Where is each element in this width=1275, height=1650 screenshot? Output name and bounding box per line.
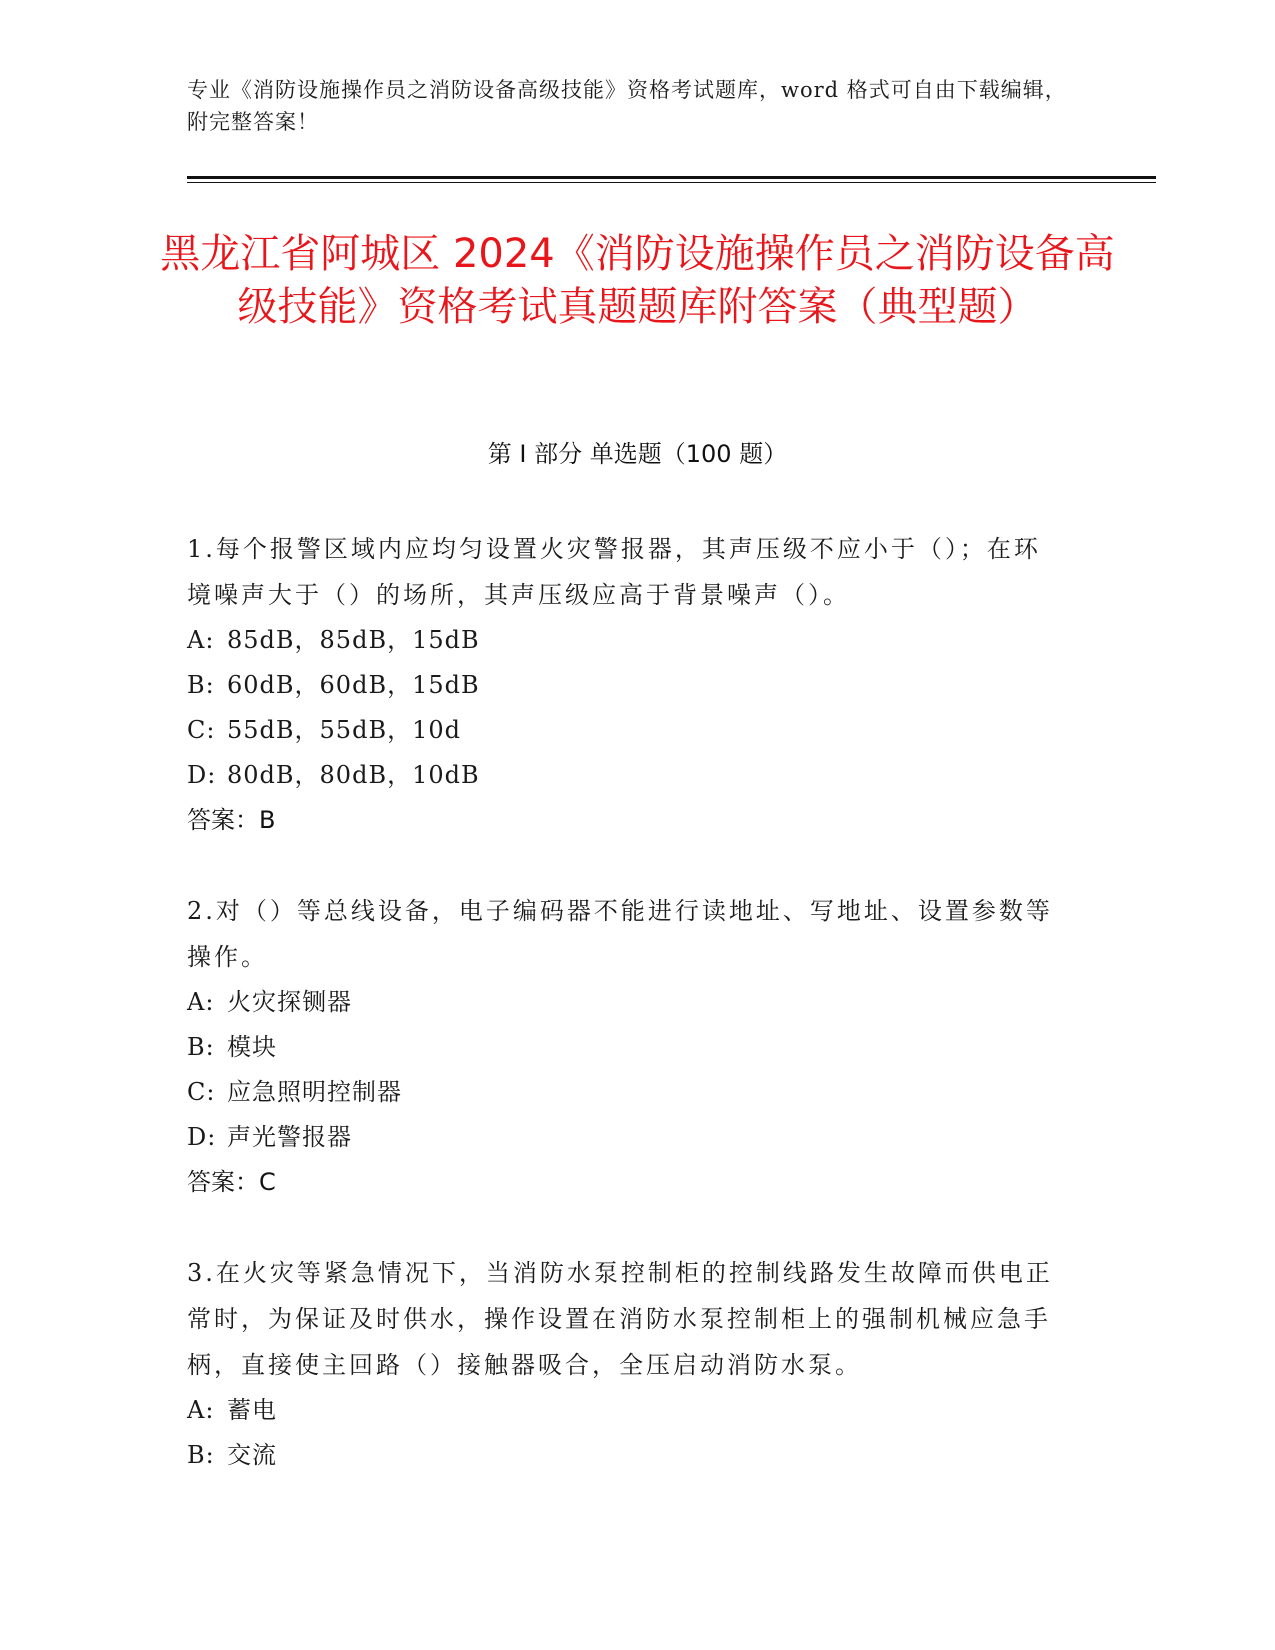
option-a — [187, 980, 1067, 1025]
question-text: 1.每个报警区域内应均匀设置火灾警报器，其声压级不应小于（）；在环境噪声大于（）的场所，其声压级应高于背景噪声（）。 — [187, 535, 1041, 609]
answer: 答案：B — [187, 806, 276, 834]
option-text: 交流 — [227, 1441, 277, 1469]
option-key: D: — [187, 1123, 217, 1151]
option-d — [187, 753, 1067, 798]
question-1 — [187, 526, 1067, 843]
option-text: 蓄电 — [227, 1396, 277, 1424]
option-key: B: — [187, 1441, 215, 1469]
option-b — [187, 1025, 1067, 1070]
option-key: A: — [187, 626, 215, 654]
option-key: C: — [187, 716, 216, 744]
option-key: C: — [187, 1078, 216, 1106]
question-2 — [187, 888, 1067, 1205]
option-key: A: — [187, 1396, 215, 1424]
option-text: 85dB，85dB，15dB — [227, 626, 480, 654]
header-note: 专业《消防设施操作员之消防设备高级技能》资格考试题库，word 格式可自由下载编辑，附完整答案！ — [187, 78, 1067, 134]
option-text: 火灾探铡器 — [227, 988, 352, 1016]
question-3 — [187, 1250, 1067, 1478]
option-key: D: — [187, 761, 217, 789]
option-key: A: — [187, 988, 215, 1016]
document-title: 黑龙江省阿城区 2024《消防设施操作员之消防设备高级技能》资格考试真题题库附答案（典型题） — [160, 231, 1115, 330]
option-text: 应急照明控制器 — [227, 1078, 402, 1106]
option-key: B: — [187, 671, 215, 699]
option-text: 80dB，80dB，10dB — [227, 761, 480, 789]
question-text: 2.对（）等总线设备，电子编码器不能进行读地址、写地址、设置参数等操作。 — [187, 897, 1053, 971]
option-d — [187, 1115, 1067, 1160]
option-a — [187, 1388, 1067, 1433]
option-c — [187, 1070, 1067, 1115]
header-rule-thin — [187, 182, 1156, 183]
option-c — [187, 708, 1067, 753]
answer: 答案：C — [187, 1168, 276, 1196]
header-rule-thick — [187, 176, 1156, 179]
question-text: 3.在火灾等紧急情况下，当消防水泵控制柜的控制线路发生故障而供电正常时，为保证及时供水，操作设置在消防水泵控制柜上的强制机械应急手柄，直接使主回路（）接触器吸合，全压启动消防水泵。 — [187, 1259, 1053, 1379]
option-b — [187, 1433, 1067, 1478]
section-heading: 第 I 部分 单选题（100 题） — [487, 440, 788, 468]
option-text: 55dB，55dB，10d — [227, 716, 461, 744]
option-text: 60dB，60dB，15dB — [227, 671, 480, 699]
option-a — [187, 618, 1067, 663]
option-b — [187, 663, 1067, 708]
option-text: 模块 — [227, 1033, 277, 1061]
option-text: 声光警报器 — [227, 1123, 352, 1151]
option-key: B: — [187, 1033, 215, 1061]
